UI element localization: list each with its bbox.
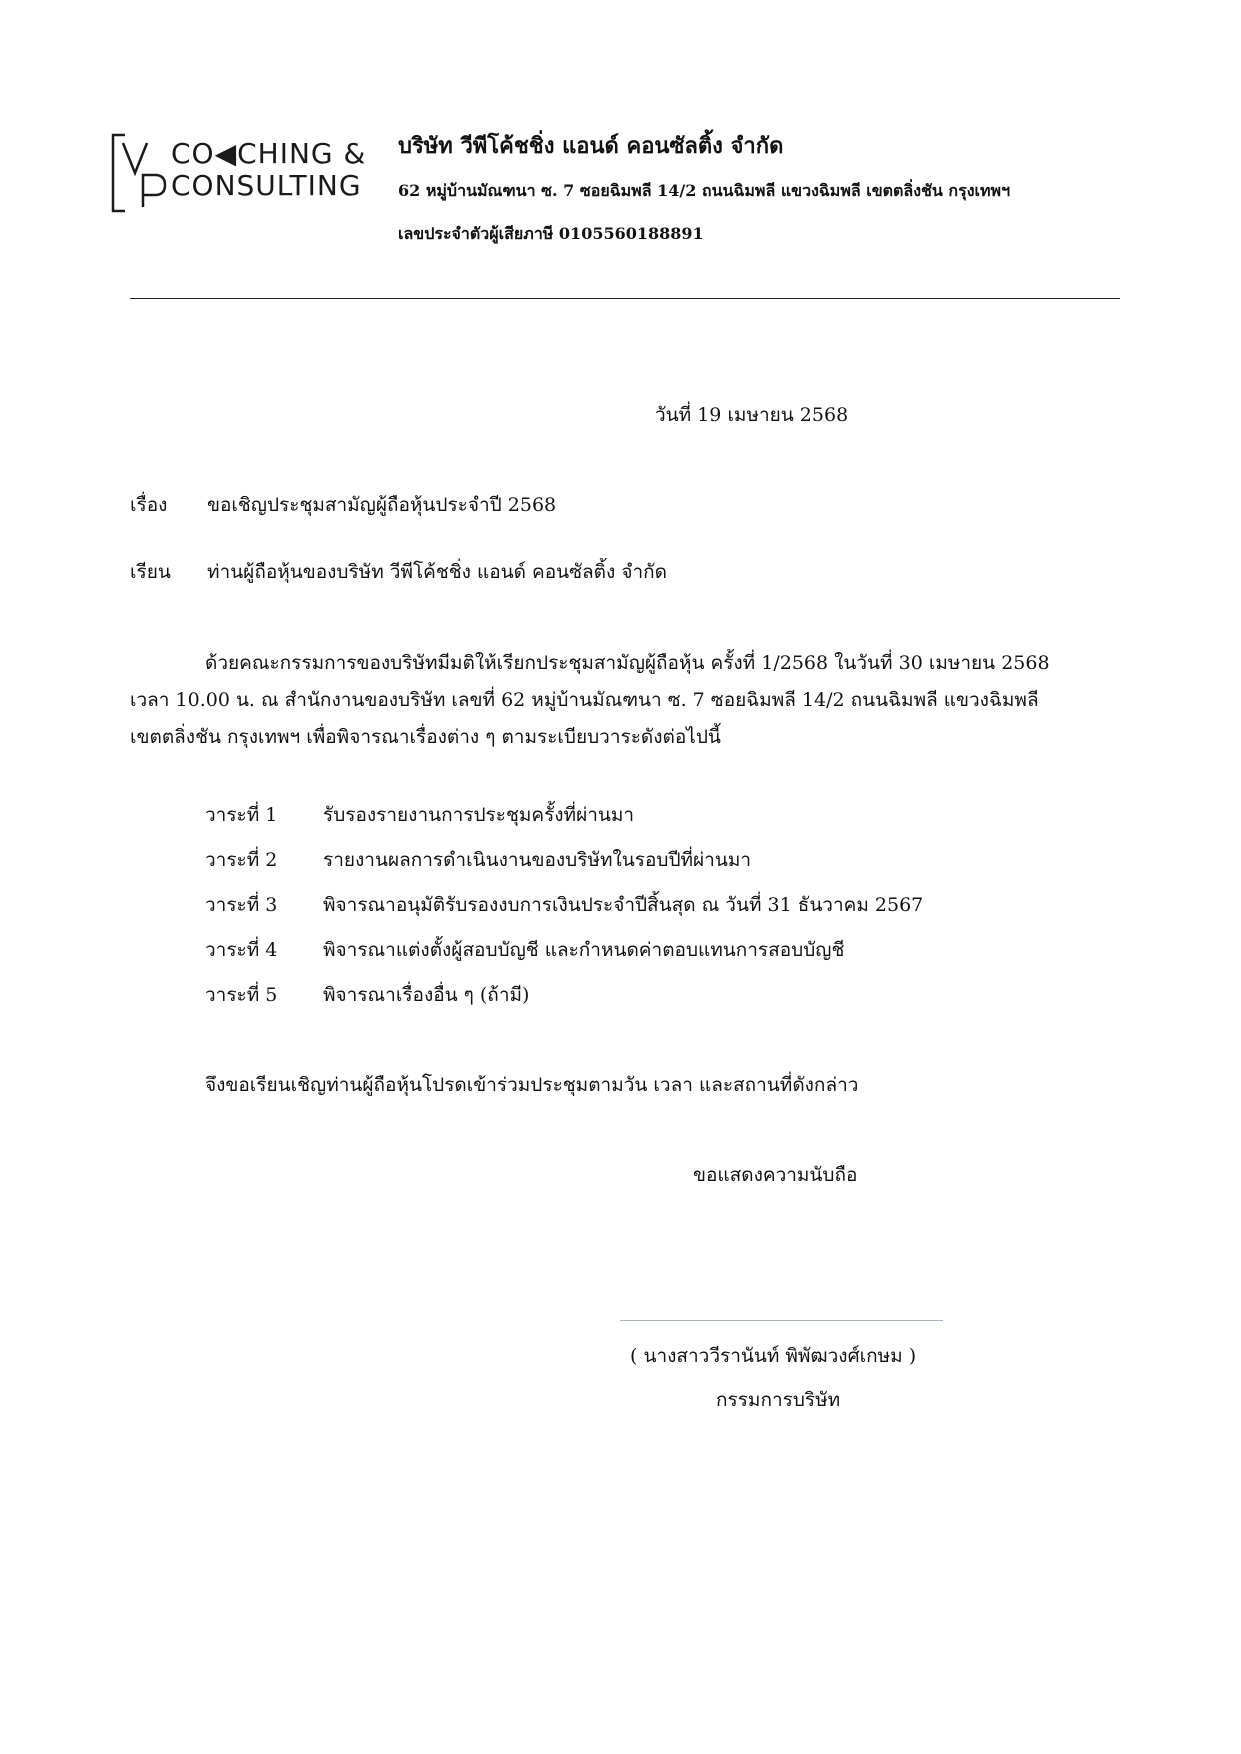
agenda-text: รายงานผลการดำเนินงานของบริษัทในรอบปีที่ผ่านมา [323, 849, 752, 871]
logo-text-coaching: CO◀CHING & [171, 137, 367, 170]
signer-name: ( นางสาววีรานันท์ พิพัฒวงศ์เกษม ) [630, 1345, 917, 1367]
signer-title: กรรมการบริษัท [716, 1389, 841, 1411]
agenda-list [205, 800, 923, 1025]
agenda-text: พิจารณาเรื่องอื่น ๆ (ถ้ามี) [323, 984, 530, 1006]
recipient-text: ท่านผู้ถือหุ้นของบริษัท วีพีโค้ชชิ่ง แอนด์ คอนซัลติ้ง จำกัด [207, 561, 667, 583]
agenda-item [205, 980, 923, 1025]
company-name: บริษัท วีพีโค้ชชิ่ง แอนด์ คอนซัลติ้ง จำกัด [398, 133, 784, 159]
subject-label: เรื่อง [130, 494, 168, 516]
agenda-number: วาระที่ 3 [205, 894, 278, 916]
subject-text: ขอเชิญประชุมสามัญผู้ถือหุ้นประจำปี 2568 [207, 494, 557, 516]
agenda-number: วาระที่ 2 [205, 849, 278, 871]
agenda-number: วาระที่ 5 [205, 984, 278, 1006]
agenda-item [205, 800, 923, 845]
signature-line [620, 1320, 943, 1321]
agenda-item [205, 935, 923, 980]
subject-line [130, 490, 556, 520]
agenda-number: วาระที่ 4 [205, 939, 278, 961]
company-address: 62 หมู่บ้านมัณฑนา ซ. 7 ซอยฉิมพลี 14/2 ถนนฉิมพลี แขวงฉิมพลี เขตตลิ่งชัน กรุงเทพฯ [398, 181, 1011, 200]
agenda-number: วาระที่ 1 [205, 804, 278, 826]
body-line-1: ด้วยคณะกรรมการของบริษัทมีมติให้เรียกประชุมสามัญผู้ถือหุ้น ครั้งที่ 1/2568 ในวันที่ 30 เมษายน 2568 [205, 652, 1050, 674]
closing-paragraph: จึงขอเรียนเชิญท่านผู้ถือหุ้นโปรดเข้าร่วมประชุมตามวัน เวลา และสถานที่ดังกล่าว [205, 1074, 859, 1096]
recipient-label: เรียน [130, 561, 171, 583]
body-line-2: เวลา 10.00 น. ณ สำนักงานของบริษัท เลขที่ 62 หมู่บ้านมัณฑนา ซ. 7 ซอยฉิมพลี 14/2 ถนนฉิมพลี แขวงฉิมพลี [130, 689, 1039, 711]
recipient-line [130, 557, 667, 587]
company-logo [111, 133, 371, 213]
body-line-3: เขตตลิ่งชัน กรุงเทพฯ เพื่อพิจารณาเรื่องต่าง ๆ ตามระเบียบวาระดังต่อไปนี้ [130, 726, 721, 748]
agenda-text: รับรองรายงานการประชุมครั้งที่ผ่านมา [323, 804, 635, 826]
logo-text-consulting: CONSULTING [171, 169, 362, 202]
company-tax-id: เลขประจำตัวผู้เสียภาษี 0105560188891 [398, 224, 704, 243]
agenda-text: พิจารณาอนุมัติรับรองงบการเงินประจำปีสิ้นสุด ณ วันที่ 31 ธันวาคม 2567 [323, 894, 924, 916]
agenda-text: พิจารณาแต่งตั้งผู้สอบบัญชี และกำหนดค่าตอบแทนการสอบบัญชี [323, 939, 845, 961]
regards-text: ขอแสดงความนับถือ [693, 1164, 858, 1186]
agenda-item [205, 845, 923, 890]
agenda-item [205, 890, 923, 935]
body-paragraph [130, 645, 1120, 756]
header-divider [130, 298, 1120, 299]
vp-monogram-icon [111, 133, 171, 213]
letter-date: วันที่ 19 เมษายน 2568 [655, 404, 849, 426]
